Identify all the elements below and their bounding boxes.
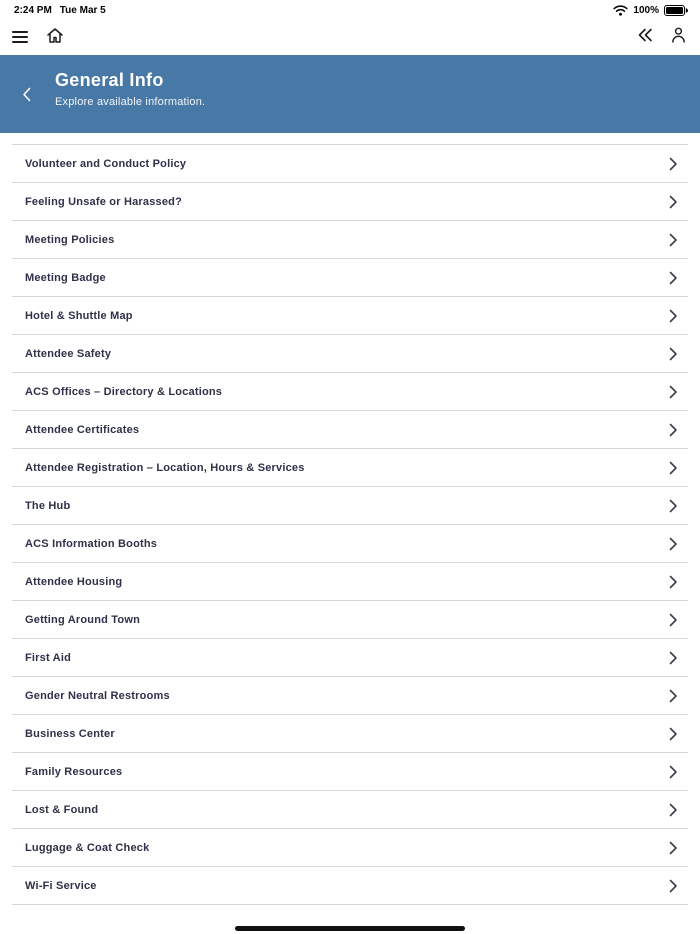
home-icon bbox=[46, 27, 64, 47]
list-item-label: ACS Information Booths bbox=[25, 537, 158, 550]
chevron-right-icon bbox=[669, 157, 684, 171]
chevron-left-icon bbox=[22, 90, 31, 105]
list-item[interactable] bbox=[12, 259, 688, 297]
chevron-right-icon bbox=[669, 461, 684, 475]
chevron-right-icon bbox=[669, 651, 684, 665]
list-item-label: Attendee Certificates bbox=[25, 423, 140, 436]
list-item-label: Business Center bbox=[25, 727, 115, 740]
list-item[interactable] bbox=[12, 335, 688, 373]
info-list bbox=[12, 144, 688, 905]
list-item[interactable] bbox=[12, 601, 688, 639]
list-item[interactable] bbox=[12, 487, 688, 525]
list-item-label: Hotel & Shuttle Map bbox=[25, 309, 133, 322]
list-item-label: Attendee Safety bbox=[25, 347, 112, 360]
double-chevron-left-icon bbox=[637, 28, 653, 45]
battery-percent: 100% bbox=[633, 4, 659, 16]
wifi-icon bbox=[613, 5, 628, 16]
chevron-right-icon bbox=[669, 613, 684, 627]
status-time: 2:24 PM bbox=[14, 4, 52, 16]
home-button[interactable] bbox=[44, 25, 66, 49]
battery-icon bbox=[664, 5, 688, 16]
hamburger-icon bbox=[12, 31, 28, 43]
list-item-label: Attendee Housing bbox=[25, 575, 123, 588]
list-item-label: The Hub bbox=[25, 499, 71, 512]
nav-left bbox=[10, 25, 66, 49]
chevron-right-icon bbox=[669, 271, 684, 285]
status-right bbox=[613, 5, 688, 16]
list-item[interactable] bbox=[12, 791, 688, 829]
person-icon bbox=[671, 27, 686, 46]
list-item-label: Getting Around Town bbox=[25, 613, 140, 626]
list-item[interactable] bbox=[12, 829, 688, 867]
list-item[interactable] bbox=[12, 867, 688, 905]
chevron-right-icon bbox=[669, 347, 684, 361]
list-item-label: Luggage & Coat Check bbox=[25, 841, 150, 854]
chevron-right-icon bbox=[669, 689, 684, 703]
chevron-right-icon bbox=[669, 765, 684, 779]
list-item-label: Wi-Fi Service bbox=[25, 879, 97, 892]
profile-button[interactable] bbox=[669, 25, 688, 48]
chevron-right-icon bbox=[669, 537, 684, 551]
chevron-right-icon bbox=[669, 309, 684, 323]
status-bar bbox=[0, 0, 700, 18]
chevron-right-icon bbox=[669, 879, 684, 893]
page-subtitle: Explore available information. bbox=[55, 96, 206, 108]
list-item-label: Feeling Unsafe or Harassed? bbox=[25, 195, 183, 208]
chevron-right-icon bbox=[669, 233, 684, 247]
nav-right bbox=[635, 25, 688, 48]
list-item[interactable] bbox=[12, 373, 688, 411]
list-item[interactable] bbox=[12, 145, 688, 183]
list-item-label: Meeting Badge bbox=[25, 271, 106, 284]
chevron-right-icon bbox=[669, 727, 684, 741]
list-item[interactable] bbox=[12, 525, 688, 563]
list-item-label: Meeting Policies bbox=[25, 233, 115, 246]
list-item[interactable] bbox=[12, 183, 688, 221]
list-item[interactable] bbox=[12, 639, 688, 677]
status-left bbox=[14, 5, 106, 16]
home-indicator[interactable] bbox=[235, 926, 465, 931]
chevron-right-icon bbox=[669, 423, 684, 437]
nav-bar bbox=[0, 18, 700, 55]
list-item-label: Lost & Found bbox=[25, 803, 99, 816]
list-item-label: Family Resources bbox=[25, 765, 123, 778]
list-item-label: Volunteer and Conduct Policy bbox=[25, 157, 187, 170]
list-item[interactable] bbox=[12, 715, 688, 753]
list-item-label: ACS Offices – Directory & Locations bbox=[25, 385, 223, 398]
list-item[interactable] bbox=[12, 449, 688, 487]
list-item[interactable] bbox=[12, 411, 688, 449]
list-item[interactable] bbox=[12, 753, 688, 791]
chevron-right-icon bbox=[669, 385, 684, 399]
list-item[interactable] bbox=[12, 677, 688, 715]
list-item[interactable] bbox=[12, 563, 688, 601]
chevron-right-icon bbox=[669, 195, 684, 209]
list-item-label: Gender Neutral Restrooms bbox=[25, 689, 170, 702]
back-button[interactable] bbox=[18, 83, 35, 109]
chevron-right-icon bbox=[669, 841, 684, 855]
list-item-label: First Aid bbox=[25, 651, 72, 664]
list-item-label: Attendee Registration – Location, Hours & Services bbox=[25, 461, 305, 474]
sidebar-collapse-button[interactable] bbox=[635, 26, 655, 47]
menu-button[interactable] bbox=[10, 29, 30, 45]
status-date: Tue Mar 5 bbox=[59, 4, 106, 16]
chevron-right-icon bbox=[669, 575, 684, 589]
chevron-right-icon bbox=[669, 499, 684, 513]
page-title: General Info bbox=[55, 70, 164, 90]
list-item[interactable] bbox=[12, 297, 688, 335]
page-header bbox=[0, 55, 700, 133]
chevron-right-icon bbox=[669, 803, 684, 817]
list-item[interactable] bbox=[12, 221, 688, 259]
